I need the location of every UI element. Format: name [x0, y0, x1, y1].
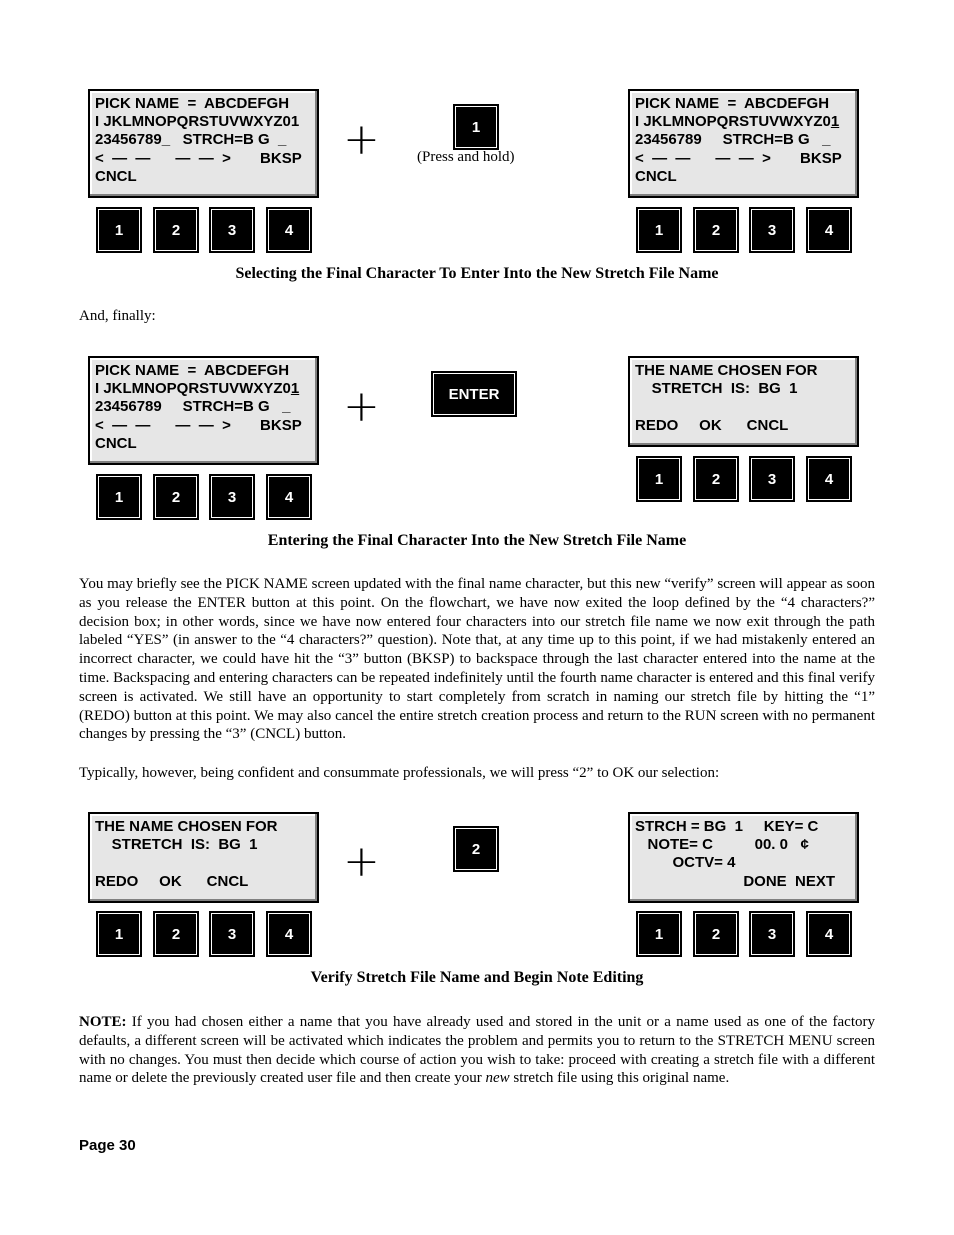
lcd-verify-name	[628, 356, 859, 447]
note-text: If you had chosen either a name that you have already used and stored in the unit or a name used as one of the factory defaults, a different screen will be activated which indicates the problem and permits you to return to the STRETCH MENU screen with no changes. You must then decide which course of action you wish to take: proceed with creating a stretch file with a different name or delete the previously created user file and then create your	[79, 1014, 875, 1087]
figure-caption: Entering the Final Character Into the New Stretch File Name	[267, 532, 687, 549]
lcd-line: 23456789 STRCH=B G _	[635, 131, 831, 149]
lcd-line: THE NAME CHOSEN FOR	[635, 362, 818, 379]
page-number: Page 30	[79, 1137, 136, 1154]
key-3-button[interactable]: 3	[754, 916, 790, 952]
lcd-text: I JKLMNOPQRSTUVWXYZ0	[635, 113, 831, 131]
figure-caption: Selecting the Final Character To Enter Into the New Stretch File Name	[235, 265, 719, 282]
key-2-button[interactable]: 2	[698, 212, 734, 248]
key-2-button[interactable]: 2	[158, 212, 194, 248]
lcd-line: STRETCH IS: BG 1	[95, 836, 258, 854]
key-1-button[interactable]: 1	[101, 212, 137, 248]
lcd-line: NOTE= C 00. 0 ¢	[635, 836, 809, 854]
lcd-line: 23456789 STRCH=B G _	[95, 398, 291, 416]
key-3-button[interactable]: 3	[214, 212, 250, 248]
plus-sign: +	[343, 381, 380, 432]
lcd-line: CNCL	[95, 167, 137, 185]
lcd-note-edit	[628, 812, 859, 903]
key-2-button[interactable]: 2	[158, 916, 194, 952]
key-4-button[interactable]: 4	[271, 916, 307, 952]
key-4-button[interactable]: 4	[271, 212, 307, 248]
plus-sign: +	[343, 836, 380, 887]
lcd-line: CNCL	[635, 167, 677, 185]
lcd-pick-name-before	[88, 89, 319, 198]
plus-sign: +	[343, 114, 380, 165]
lcd-line	[635, 113, 857, 131]
lcd-line: THE NAME CHOSEN FOR	[95, 818, 278, 835]
key-1-button[interactable]: 1	[641, 461, 677, 497]
key-4-button[interactable]: 4	[811, 212, 847, 248]
key-2-button[interactable]: 2	[158, 479, 194, 515]
enter-button[interactable]: ENTER	[436, 376, 512, 412]
key-3-button[interactable]: 3	[754, 461, 790, 497]
lcd-line: 23456789_ STRCH=B G _	[95, 131, 287, 149]
body-paragraph: You may briefly see the PICK NAME screen updated with the final name character, but this new “verify” screen will appear as soon as you release the ENTER button at this point. On the flowchart, we have now exited the loop defined by the “4 characters?” decision box; in other words, since we have now entered four characters into our stretch file name we now exit through the path labeled “YES” (in answer to the “4 characters?” question). Note that, at any time up to this point, if we had mistakenly entered an incorrect character, we could have hit the “3” button (BKSP) to backspace through the last character entered into the name at the time. Backspacing and entering characters can be repeated indefinitely until the fourth name character is entered and this final verify screen is activated. We still have an opportunity to start completely from scratch in naming our stretch file by hitting the “1” (REDO) button at this point. We may also cancel the entire stretch creation process and return to the RUN screen with no permanent changes by pressing the “3” (CNCL) button.	[79, 576, 875, 743]
lcd-line: I JKLMNOPQRSTUVWXYZ01	[95, 113, 300, 131]
lcd-line: PICK NAME = ABCDEFGH	[95, 95, 290, 112]
key-1-button[interactable]: 1	[101, 479, 137, 515]
lcd-line	[95, 854, 317, 872]
lcd-line: OCTV= 4	[635, 854, 736, 872]
key-3-button[interactable]: 3	[214, 479, 250, 515]
press-and-hold-note: (Press and hold)	[417, 149, 515, 165]
lcd-line: < — — — — > BKSP	[635, 149, 842, 167]
lcd-line: < — — — — > BKSP	[95, 416, 302, 434]
key-4-button[interactable]: 4	[271, 479, 307, 515]
lcd-line: STRETCH IS: BG 1	[635, 380, 798, 398]
lcd-line: PICK NAME = ABCDEFGH	[95, 362, 290, 379]
note-italic: new	[485, 1070, 510, 1087]
lcd-line	[635, 398, 857, 416]
lcd-line: STRCH = BG 1 KEY= C	[635, 818, 819, 835]
lcd-line: REDO OK CNCL	[635, 416, 789, 434]
and-finally-text: And, finally:	[79, 308, 156, 324]
key-1-button[interactable]: 1	[458, 109, 494, 145]
lcd-line: < — — — — > BKSP	[95, 149, 302, 167]
key-1-button[interactable]: 1	[101, 916, 137, 952]
key-1-button[interactable]: 1	[641, 916, 677, 952]
key-3-button[interactable]: 3	[214, 916, 250, 952]
lcd-cursor-char: 1	[290, 380, 300, 398]
figure-caption: Verify Stretch File Name and Begin Note Editing	[310, 969, 644, 986]
note-label: NOTE:	[79, 1014, 127, 1030]
note-text: stretch file using this original name.	[509, 1070, 730, 1087]
key-2-button[interactable]: 2	[458, 831, 494, 867]
lcd-line: DONE NEXT	[635, 872, 836, 890]
lcd-pick-name-final	[88, 356, 319, 465]
key-4-button[interactable]: 4	[811, 461, 847, 497]
lcd-text: I JKLMNOPQRSTUVWXYZ0	[95, 380, 291, 398]
key-2-button[interactable]: 2	[698, 461, 734, 497]
key-3-button[interactable]: 3	[754, 212, 790, 248]
lcd-pick-name-after	[628, 89, 859, 198]
lcd-line: REDO OK CNCL	[95, 872, 249, 890]
lcd-cursor-char: 1	[830, 113, 840, 131]
note-paragraph	[79, 1013, 875, 1088]
lcd-line	[95, 380, 317, 398]
lcd-line: PICK NAME = ABCDEFGH	[635, 95, 830, 112]
lcd-line: CNCL	[95, 434, 137, 452]
lcd-verify-name	[88, 812, 319, 903]
key-4-button[interactable]: 4	[811, 916, 847, 952]
key-2-button[interactable]: 2	[698, 916, 734, 952]
key-1-button[interactable]: 1	[641, 212, 677, 248]
body-paragraph: Typically, however, being confident and consummate professionals, we will press “2” to OK our selection:	[79, 765, 720, 781]
